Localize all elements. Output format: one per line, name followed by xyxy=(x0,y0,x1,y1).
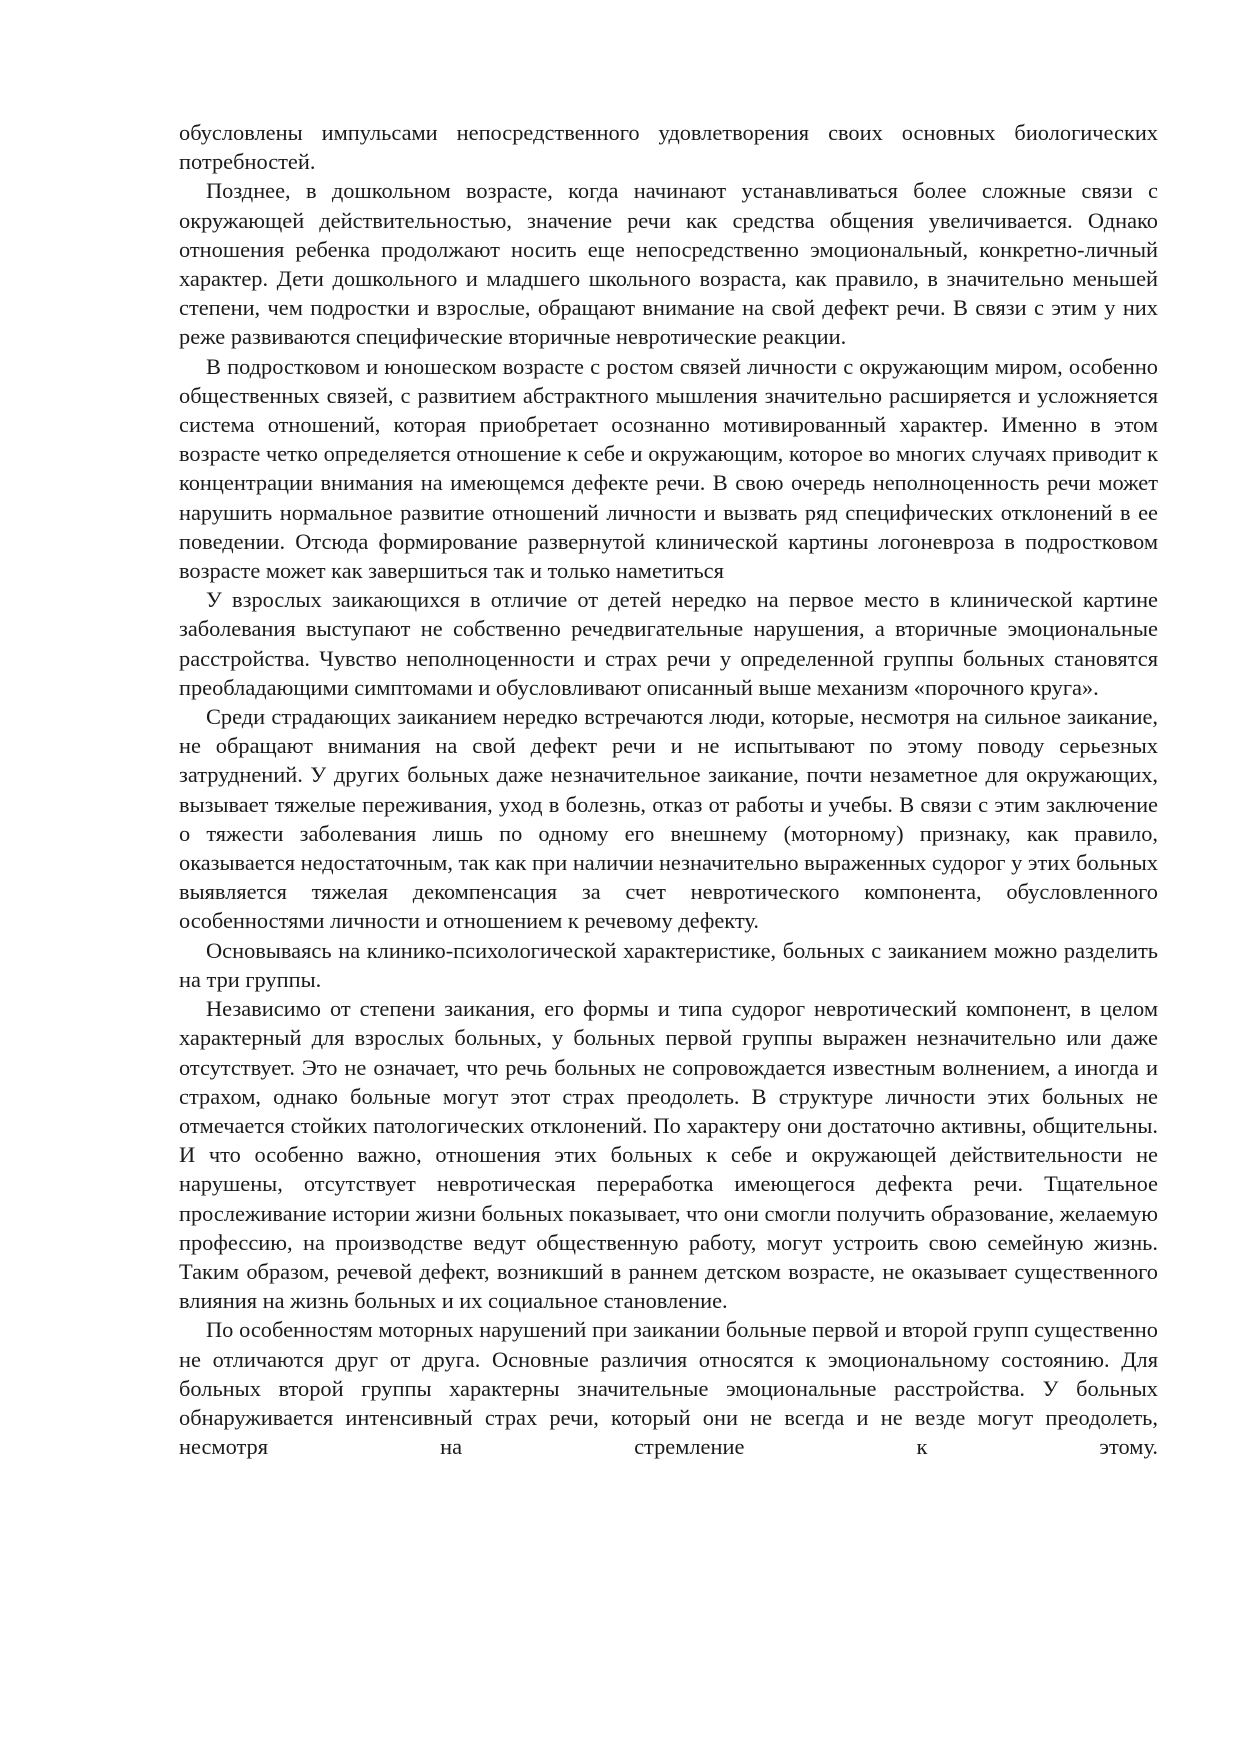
paragraph-1: обусловлены импульсами непосредственного удовлетворения своих основных биологических потребностей. xyxy=(179,120,1158,175)
paragraph-6: Основываясь на клинико-психологической характеристике, больных с заиканием можно разделить на три группы. xyxy=(179,937,1158,992)
paragraph-7: Независимо от степени заикания, его формы и типа судорог невротический компонент, в целом характерный для взрослых больных, у больных первой группы выражен незначительно или даже отсутствует. Это не означает, что речь больных не сопровождается известным волнением, а иногда и страхом, однако больные могут этот страх преодолеть. В структуре личности этих больных не отмечается стойких патологических отклонений. По характеру они достаточно активны, общительны. И что особенно важно, отношения этих больных к себе и окружающей действительности не нарушены, отсутствует невротическая переработка имеющегося дефекта речи. Тщательное прослеживание истории жизни больных показывает, что они смогли получить образование, желаемую профессию, на производстве ведут общественную работу, могут устроить свою семейную жизнь. Таким образом, речевой дефект, возникший в раннем детском возрасте, не оказывает существенного влияния на жизнь больных и их социальное становление. xyxy=(179,996,1158,1314)
paragraph-5: Среди страдающих заиканием нередко встречаются люди, которые, несмотря на сильное заикание, не обращают внимания на свой дефект речи и не испытывают по этому поводу серьезных затруднений. У других больных даже незначительное заикание, почти незаметное для окружающих, вызывает тяжелые переживания, уход в болезнь, отказ от работы и учебы. В связи с этим заключение о тяжести заболевания лишь по одному его внешнему (моторному) признаку, как правило, оказывается недостаточным, так как при наличии незначительно выраженных судорог у этих больных выявляется тяжелая декомпенсация за счет невротического компонента, обусловленного особенностями личности и отношением к речевому дефекту. xyxy=(179,704,1158,934)
paragraph-3: В подростковом и юношеском возрасте с ростом связей личности с окружающим миром, особенно общественных связей, с развитием абстрактного мышления значительно расширяется и усложняется система отношений, которая приобретает осознанно мотивированный характер. Именно в этом возрасте четко определяется отношение к себе и окружающим, которое во многих случаях приводит к концентрации внимания на имеющемся дефекте речи. В свою очередь неполноценность речи может нарушить нормальное развитие отношений личности и вызвать ряд специфических отклонений в ее поведении. Отсюда формирование развернутой клинической картины логоневроза в подростковом возрасте может как завершиться так и только наметиться xyxy=(179,353,1158,584)
paragraph-4: У взрослых заикающихся в отличие от детей нередко на первое место в клинической картине заболевания выступают не собственно речедвигательные нарушения, а вторичные эмоциональные расстройства. Чувство неполноценности и страх речи у определенной группы больных становятся преобладающими симптомами и обусловливают описанный выше механизм «порочного круга». xyxy=(179,587,1158,700)
paragraph-2: Позднее, в дошкольном возрасте, когда начинают устанавливаться более сложные связи с окружающей действительностью, значение речи как средства общения увеличивается. Однако отношения ребенка продолжают носить еще непосредственно эмоциональный, конкретно-личный характер. Дети дошкольного и младшего школьного возраста, как правило, в значительно меньшей степени, чем подростки и взрослые, обращают внимание на свой дефект речи. В связи с этим у них реже развиваются специфические вторичные невротические реакции. xyxy=(179,178,1158,350)
paragraph-8: По особенностям моторных нарушений при заикании больные первой и второй групп существенно не отличаются друг от друга. Основные различия относятся к эмоциональному состоянию. Для больных второй группы характерны значительные эмоциональные расстройства. У больных обнаруживается интенсивный страх речи, который они не всегда и не везде могут преодолеть, несмотря на стремление к этому. xyxy=(179,1317,1158,1460)
document-page xyxy=(179,118,1158,1461)
